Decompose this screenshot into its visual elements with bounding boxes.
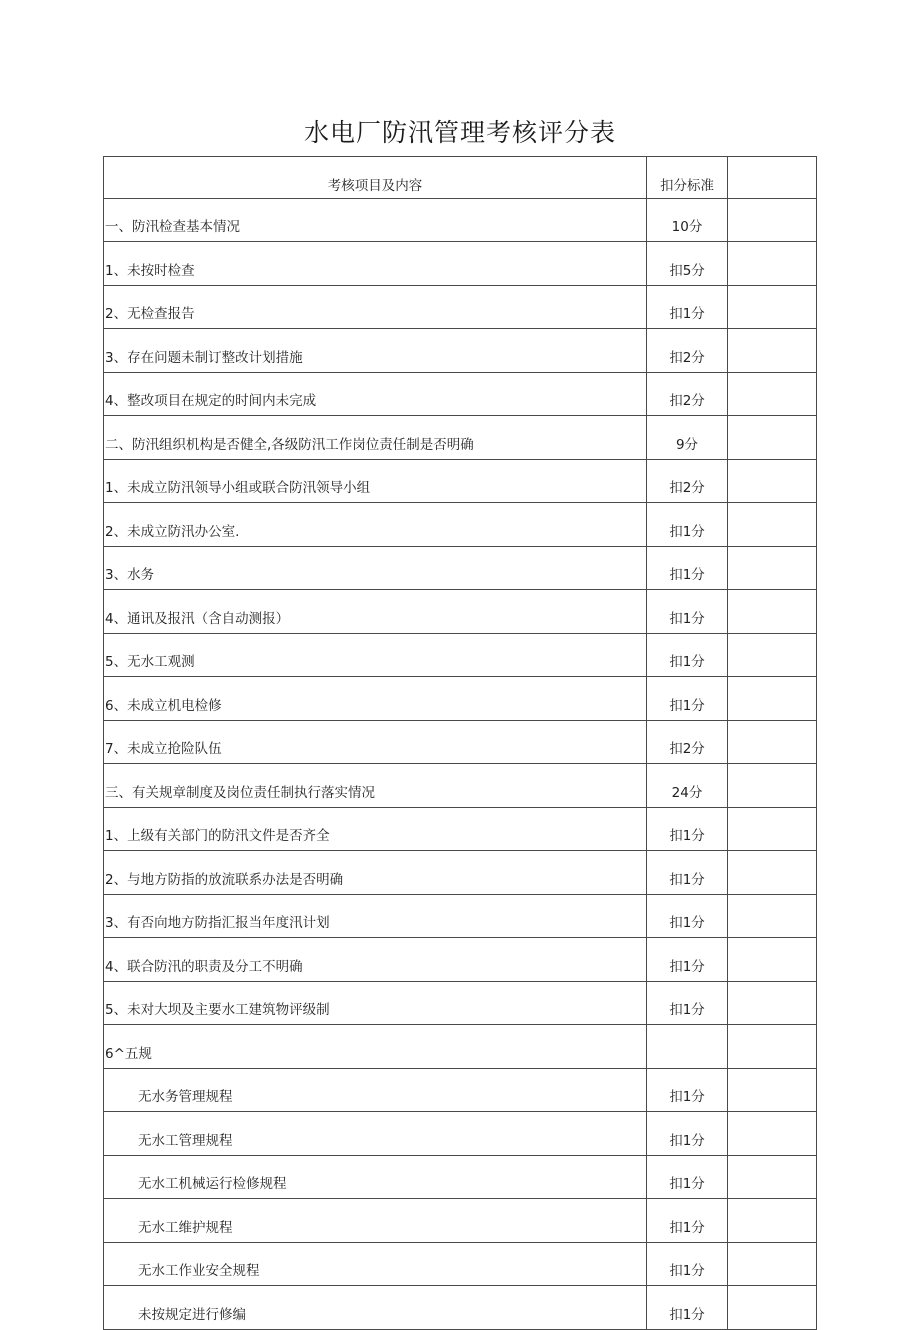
row-standard: 扣1分 (647, 633, 728, 677)
table-row (104, 1199, 817, 1243)
row-item: 无水工管理规程 (104, 1112, 647, 1156)
table-row (104, 851, 817, 895)
row-extra (728, 1155, 817, 1199)
row-extra (728, 590, 817, 634)
row-extra (728, 416, 817, 460)
row-standard: 扣1分 (647, 1199, 728, 1243)
row-extra (728, 981, 817, 1025)
table-row (104, 1068, 817, 1112)
row-standard: 扣1分 (647, 1242, 728, 1286)
table-row (104, 981, 817, 1025)
row-standard: 扣1分 (647, 807, 728, 851)
table-row (104, 285, 817, 329)
row-standard (647, 1025, 728, 1069)
table-row (104, 894, 817, 938)
row-standard: 10分 (647, 198, 728, 242)
row-standard: 24分 (647, 764, 728, 808)
row-standard: 9分 (647, 416, 728, 460)
row-item: 无水工作业安全规程 (104, 1242, 647, 1286)
table-row (104, 198, 817, 242)
row-extra (728, 764, 817, 808)
row-standard: 扣1分 (647, 1286, 728, 1330)
row-extra (728, 1068, 817, 1112)
score-table (103, 156, 817, 1330)
row-extra (728, 851, 817, 895)
row-standard: 扣1分 (647, 894, 728, 938)
row-item: 3、水务 (104, 546, 647, 590)
row-extra (728, 1112, 817, 1156)
row-extra (728, 1025, 817, 1069)
row-extra (728, 1242, 817, 1286)
row-item: 无水工维护规程 (104, 1199, 647, 1243)
table-row (104, 372, 817, 416)
row-item: 无水工机械运行检修规程 (104, 1155, 647, 1199)
table-row (104, 1155, 817, 1199)
row-extra (728, 633, 817, 677)
table-row (104, 590, 817, 634)
row-item: 2、无检查报告 (104, 285, 647, 329)
row-standard: 扣1分 (647, 938, 728, 982)
row-standard: 扣1分 (647, 546, 728, 590)
table-row (104, 1286, 817, 1330)
table-row (104, 1025, 817, 1069)
table-row (104, 720, 817, 764)
row-extra (728, 546, 817, 590)
row-standard: 扣1分 (647, 1068, 728, 1112)
row-item: 6^五规 (104, 1025, 647, 1069)
row-standard: 扣2分 (647, 329, 728, 373)
row-item: 1、上级有关部门的防汛文件是否齐全 (104, 807, 647, 851)
row-item: 二、防汛组织机构是否健全,各级防汛工作岗位责任制是否明确 (104, 416, 647, 460)
row-item: 三、有关规章制度及岗位责任制执行落实情况 (104, 764, 647, 808)
row-standard: 扣2分 (647, 459, 728, 503)
row-item: 一、防汛检查基本情况 (104, 198, 647, 242)
row-standard: 扣1分 (647, 677, 728, 721)
row-extra (728, 807, 817, 851)
row-standard: 扣2分 (647, 720, 728, 764)
row-extra (728, 242, 817, 286)
row-item: 5、未对大坝及主要水工建筑物评级制 (104, 981, 647, 1025)
table-row (104, 416, 817, 460)
table-row (104, 677, 817, 721)
table-row (104, 329, 817, 373)
table-row (104, 938, 817, 982)
row-item: 1、未成立防汛领导小组或联合防汛领导小组 (104, 459, 647, 503)
row-item: 2、未成立防汛办公室. (104, 503, 647, 547)
row-item: 7、未成立抢险队伍 (104, 720, 647, 764)
table-row (104, 807, 817, 851)
table-row (104, 503, 817, 547)
row-item: 4、整改项目在规定的时间内未完成 (104, 372, 647, 416)
row-extra (728, 894, 817, 938)
row-extra (728, 372, 817, 416)
table-row (104, 764, 817, 808)
row-item: 无水务管理规程 (104, 1068, 647, 1112)
row-standard: 扣1分 (647, 1112, 728, 1156)
row-item: 4、通讯及报汛（含自动测报） (104, 590, 647, 634)
row-extra (728, 1199, 817, 1243)
header-extra (728, 157, 817, 199)
row-extra (728, 1286, 817, 1330)
row-extra (728, 677, 817, 721)
row-item: 3、存在问题未制订整改计划措施 (104, 329, 647, 373)
table-row (104, 242, 817, 286)
header-item: 考核项目及内容 (104, 157, 647, 199)
row-standard: 扣1分 (647, 981, 728, 1025)
row-standard: 扣2分 (647, 372, 728, 416)
row-item: 1、未按时检查 (104, 242, 647, 286)
table-row (104, 546, 817, 590)
row-item: 5、无水工观测 (104, 633, 647, 677)
row-extra (728, 938, 817, 982)
row-standard: 扣1分 (647, 285, 728, 329)
row-standard: 扣1分 (647, 590, 728, 634)
table-header-row (104, 157, 817, 199)
row-extra (728, 198, 817, 242)
row-item: 2、与地方防指的放流联系办法是否明确 (104, 851, 647, 895)
row-extra (728, 459, 817, 503)
table-row (104, 1242, 817, 1286)
table-row (104, 459, 817, 503)
row-standard: 扣1分 (647, 503, 728, 547)
row-item: 4、联合防汛的职责及分工不明确 (104, 938, 647, 982)
row-standard: 扣5分 (647, 242, 728, 286)
row-item: 6、未成立机电检修 (104, 677, 647, 721)
row-extra (728, 720, 817, 764)
row-standard: 扣1分 (647, 1155, 728, 1199)
row-extra (728, 329, 817, 373)
row-item: 未按规定进行修编 (104, 1286, 647, 1330)
header-standard: 扣分标准 (647, 157, 728, 199)
table-row (104, 1112, 817, 1156)
table-row (104, 633, 817, 677)
row-standard: 扣1分 (647, 851, 728, 895)
row-extra (728, 285, 817, 329)
page-title: 水电厂防汛管理考核评分表 (303, 118, 616, 147)
row-item: 3、有否向地方防指汇报当年度汛计划 (104, 894, 647, 938)
row-extra (728, 503, 817, 547)
table-body (104, 157, 817, 1330)
